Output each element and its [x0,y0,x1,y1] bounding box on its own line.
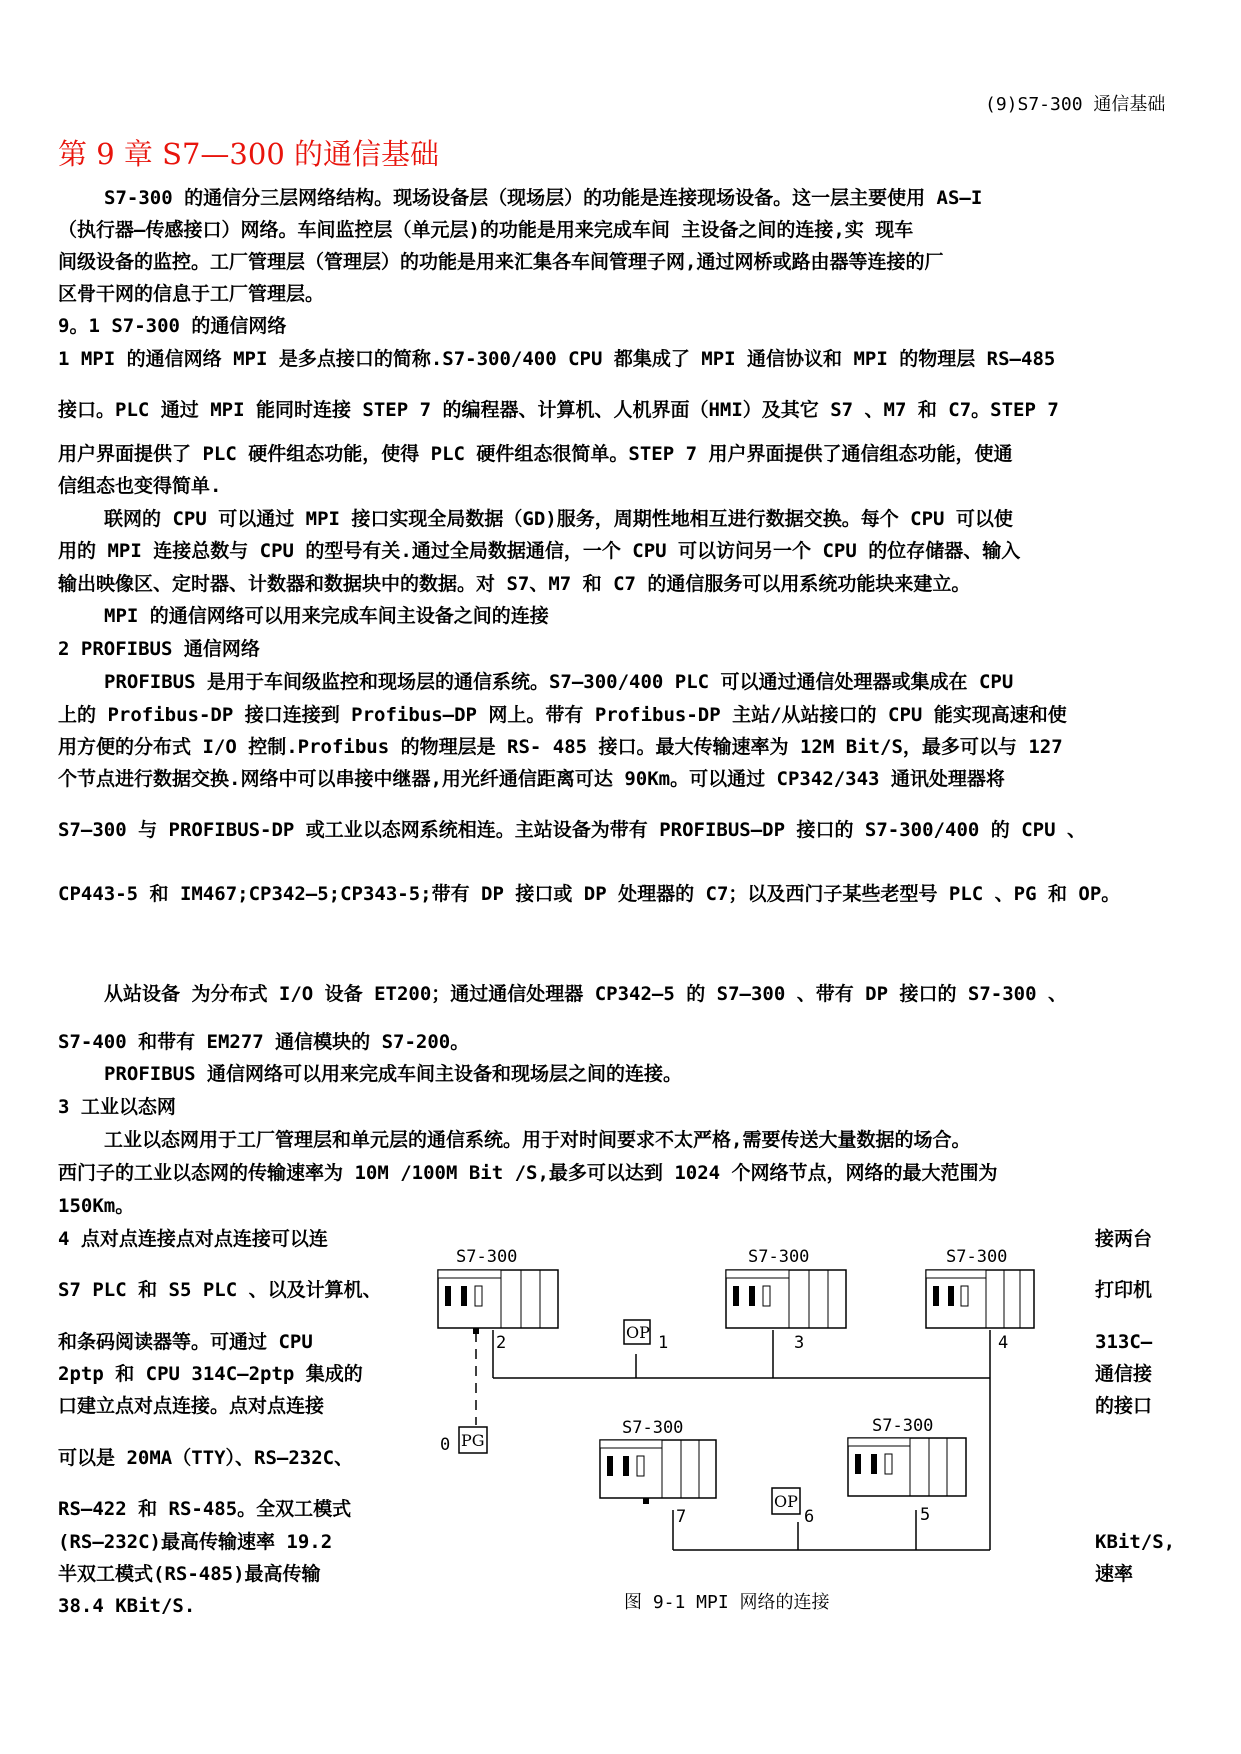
op-station-6 [772,1488,814,1527]
body-line: 区骨干网的信息于工厂管理层。 [58,283,325,305]
body-line: 150Km。 [58,1195,135,1217]
body-line: 口建立点对点连接。点对点连接 [58,1395,325,1417]
body-line: S7-300 的通信分三层网络结构。现场设备层（现场层）的功能是连接现场设备。这一层主要使用 AS—I [104,187,983,209]
body-line: 可以是 20MA（TTY）、RS—232C、 [58,1447,354,1469]
section-heading: 2 PROFIBUS 通信网络 [58,638,260,660]
body-line: PROFIBUS 通信网络可以用来完成车间主设备和现场层之间的连接。 [104,1063,682,1085]
body-line: 半双工模式(RS-485)最高传输 [58,1563,321,1585]
plc-station-4 [926,1247,1034,1353]
body-line: 打印机 [1095,1279,1153,1301]
body-line: 从站设备 为分布式 I/O 设备 ET200；通过通信处理器 CP342—5 的 S7—300 、带有 DP 接口的 S7-300 、 [104,983,1067,1005]
mpi-network-diagram [428,1240,1040,1580]
node-number: 2 [496,1333,507,1353]
body-line: (RS—232C)最高传输速率 19.2 [58,1531,333,1553]
body-line: 和条码阅读器等。可通过 CPU [58,1331,313,1353]
body-line: 联网的 CPU 可以通过 MPI 接口实现全局数据（GD)服务，周期性地相互进行数据交换。每个 CPU 可以使 [104,508,1013,530]
op-label: OP [626,1323,650,1342]
plc-station-2 [438,1247,558,1353]
body-line: MPI 的通信网络可以用来完成车间主设备之间的连接 [104,605,549,627]
node-number: 5 [920,1505,931,1525]
body-line: 313C— [1095,1331,1153,1353]
chapter-title: 第 9 章 S7—300 的通信基础 [58,137,439,171]
op-label: OP [774,1492,798,1511]
body-line: 接两台 [1095,1228,1153,1250]
body-line: 工业以态网用于工厂管理层和单元层的通信系统。用于对时间要求不太严格,需要传送大量数据的场合。 [104,1129,971,1151]
body-line: 间级设备的监控。工厂管理层（管理层）的功能是用来汇集各车间管理子网,通过网桥或路由器等连接的厂 [58,251,944,273]
plc-label: S7-300 [872,1416,934,1436]
body-line: 38.4 KBit/S. [58,1595,196,1617]
body-line: S7-400 和带有 EM277 通信模块的 S7-200。 [58,1031,470,1053]
node-number: 6 [804,1507,815,1527]
node-number: 7 [676,1507,687,1527]
running-header: (9)S7-300 通信基础 [985,94,1166,115]
body-line: 用方便的分布式 I/O 控制.Profibus 的物理层是 RS- 485 接口。最大传输速率为 12M Bit/S，最多可以与 127 [58,736,1063,758]
op-station-1 [624,1320,668,1353]
body-line: 用户界面提供了 PLC 硬件组态功能，使得 PLC 硬件组态很简单。STEP 7 用户界面提供了通信组态功能，使通 [58,443,1013,465]
body-line: 速率 [1095,1563,1134,1585]
body-line: S7—300 与 PROFIBUS-DP 或工业以态网系统相连。主站设备为带有 PROFIBUS—DP 接口的 S7-300/400 的 CPU 、 [58,819,1086,841]
body-line: 的接口 [1095,1395,1153,1417]
body-line: 西门子的工业以态网的传输速率为 10M /100M Bit /S,最多可以达到 1024 个网络节点，网络的最大范围为 [58,1162,998,1184]
body-line: RS—422 和 RS-485。全双工模式 [58,1498,352,1520]
plc-station-7 [600,1418,716,1527]
node-number: 1 [658,1333,669,1353]
body-line: 个节点进行数据交换.网络中可以串接中继器,用光纤通信距离可达 90Km。可以通过 CP342/343 通讯处理器将 [58,768,1005,790]
section-heading: 4 点对点连接点对点连接可以连 [58,1228,328,1250]
plc-station-3 [726,1247,846,1353]
body-line: KBit/S, [1095,1531,1176,1553]
body-line: S7 PLC 和 S5 PLC 、以及计算机、 [58,1279,382,1301]
section-heading: 3 工业以态网 [58,1096,176,1118]
body-line: PROFIBUS 是用于车间级监控和现场层的通信系统。S7—300/400 PLC 可以通过通信处理器或集成在 CPU [104,671,1014,693]
body-line: 2ptp 和 CPU 314C—2ptp 集成的 [58,1363,363,1385]
body-line: 信组态也变得简单. [58,475,222,497]
body-line: 输出映像区、定时器、计数器和数据块中的数据。对 S7、M7 和 C7 的通信服务可以用系统功能块来建立。 [58,573,971,595]
body-line: 上的 Profibus-DP 接口连接到 Profibus—DP 网上。带有 Profibus-DP 主站/从站接口的 CPU 能实现高速和使 [58,704,1067,726]
body-line: 用的 MPI 连接总数与 CPU 的型号有关.通过全局数据通信，一个 CPU 可以访问另一个 CPU 的位存储器、输入 [58,540,1021,562]
node-number: 0 [440,1435,451,1455]
plc-label: S7-300 [456,1247,518,1267]
body-line: CP443-5 和 IM467;CP342—5;CP343-5;带有 DP 接口或 DP 处理器的 C7；以及西门子某些老型号 PLC 、PG 和 OP。 [58,883,1121,905]
pg-station-0 [440,1427,487,1455]
plc-station-5 [848,1416,966,1525]
node-number: 3 [794,1333,805,1353]
figure-caption: 图 9-1 MPI 网络的连接 [624,1592,830,1613]
body-line: 通信接 [1095,1363,1153,1385]
plc-label: S7-300 [946,1247,1008,1267]
plc-label: S7-300 [748,1247,810,1267]
body-line: （执行器—传感接口）网络。车间监控层（单元层)的功能是用来完成车间 主设备之间的连接,实 现车 [58,219,914,241]
section-heading: 9。1 S7-300 的通信网络 [58,315,287,337]
body-line: 1 MPI 的通信网络 MPI 是多点接口的简称.S7-300/400 CPU 都集成了 MPI 通信协议和 MPI 的物理层 RS—485 [58,348,1056,370]
node-number: 4 [998,1333,1009,1353]
pg-label: PG [461,1431,485,1450]
plc-label: S7-300 [622,1418,684,1438]
body-line: 接口。PLC 通过 MPI 能同时连接 STEP 7 的编程器、计算机、人机界面（HMI）及其它 S7 、M7 和 C7。STEP 7 [58,399,1059,421]
